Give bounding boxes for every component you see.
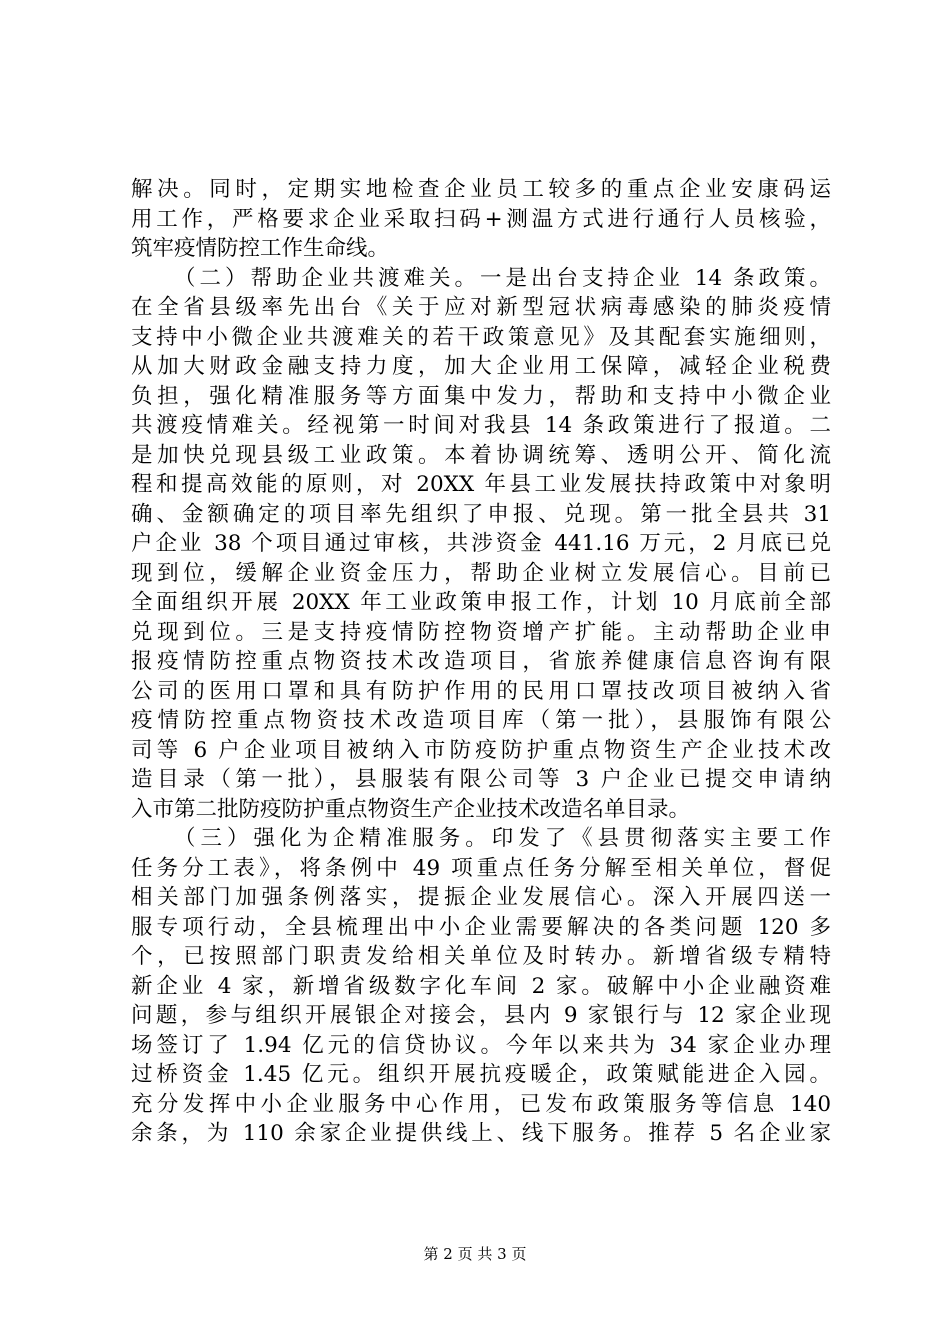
text-line: 任务分工表》，将条例中 49 项重点任务分解至相关单位，督促 (131, 855, 831, 881)
text-line: 新企业 4 家，新增省级数字化车间 2 家。破解中小企业融资难 (131, 973, 831, 999)
text-line: 造目录（第一批），县服装有限公司等 3 户企业已提交申请纳 (131, 767, 831, 792)
text-line: 筑牢疫情防控工作生命线。 (131, 236, 390, 261)
text-line: 入市第二批防疫防护重点物资生产企业技术改造名单目录。 (131, 796, 691, 822)
section-heading-line: （三）强化为企精准服务。印发了《县贯彻落实主要工作 (174, 826, 831, 851)
text-line: 全面组织开展 20XX 年工业政策申报工作，计划 10 月底前全部 (131, 590, 831, 615)
text-line: 问题，参与组织开展银企对接会，县内 9 家银行与 12 家企业现 (131, 1003, 831, 1028)
text-line: 解决。同时，定期实地检查企业员工较多的重点企业安康码运 (131, 177, 831, 202)
text-line: 疫情防控重点物资技术改造项目库（第一批），县服饰有限公 (131, 708, 831, 733)
body-text (131, 175, 831, 1149)
text-line: 现到位，缓解企业资金压力，帮助企业树立发展信心。目前已 (131, 560, 831, 586)
text-line: 支持中小微企业共渡难关的若干政策意见》及其配套实施细则， (131, 324, 831, 350)
text-line: 用工作，严格要求企业采取扫码+测温方式进行通行人员核验， (131, 206, 831, 232)
text-line: 负担，强化精准服务等方面集中发力，帮助和支持中小微企业 (131, 383, 831, 409)
text-line: 相关部门加强条例落实，提振企业发展信心。深入开展四送一 (131, 885, 831, 910)
text-line: 共渡疫情难关。经视第一时间对我县 14 条政策进行了报道。二 (131, 413, 831, 438)
text-line: 司等 6 户企业项目被纳入市防疫防护重点物资生产企业技术改 (131, 737, 831, 763)
text-line: 服专项行动，全县梳理出中小企业需要解决的各类问题 120 多 (131, 914, 831, 940)
text-line: 场签订了 1.94 亿元的信贷协议。今年以来共为 34 家企业办理 (131, 1032, 831, 1058)
text-line: 充分发挥中小企业服务中心作用，已发布政策服务等信息 140 (131, 1091, 831, 1117)
page-number-footer: 第 2 页 共 3 页 (423, 1245, 527, 1263)
text-line: 在全省县级率先出台《关于应对新型冠状病毒感染的肺炎疫情 (131, 295, 831, 320)
text-line: 确、金额确定的项目率先组织了申报、兑现。第一批全县共 31 (131, 501, 831, 527)
text-line: 从加大财政金融支持力度，加大企业用工保障，减轻企业税费 (131, 354, 831, 379)
text-line: 是加快兑现县级工业政策。本着协调统筹、透明公开、简化流 (131, 442, 831, 468)
text-line: 报疫情防控重点物资技术改造项目，省旅养健康信息咨询有限 (131, 649, 831, 674)
text-line: 余条，为 110 余家企业提供线上、线下服务。推荐 5 名企业家 (131, 1121, 831, 1146)
section-heading-line: （二）帮助企业共渡难关。一是出台支持企业 14 条政策。 (174, 265, 831, 291)
text-line: 兑现到位。三是支持疫情防控物资增产扩能。主动帮助企业申 (131, 619, 831, 645)
text-line: 个，已按照部门职责发给相关单位及时转办。新增省级专精特 (131, 944, 831, 969)
text-line: 户企业 38 个项目通过审核，共涉资金 441.16 万元，2 月底已兑 (131, 531, 831, 556)
text-line: 过桥资金 1.45 亿元。组织开展抗疫暖企，政策赋能进企入园。 (131, 1062, 831, 1087)
text-line: 公司的医用口罩和具有防护作用的民用口罩技改项目被纳入省 (131, 678, 831, 704)
text-line: 程和提高效能的原则，对 20XX 年县工业发展扶持政策中对象明 (131, 472, 831, 497)
